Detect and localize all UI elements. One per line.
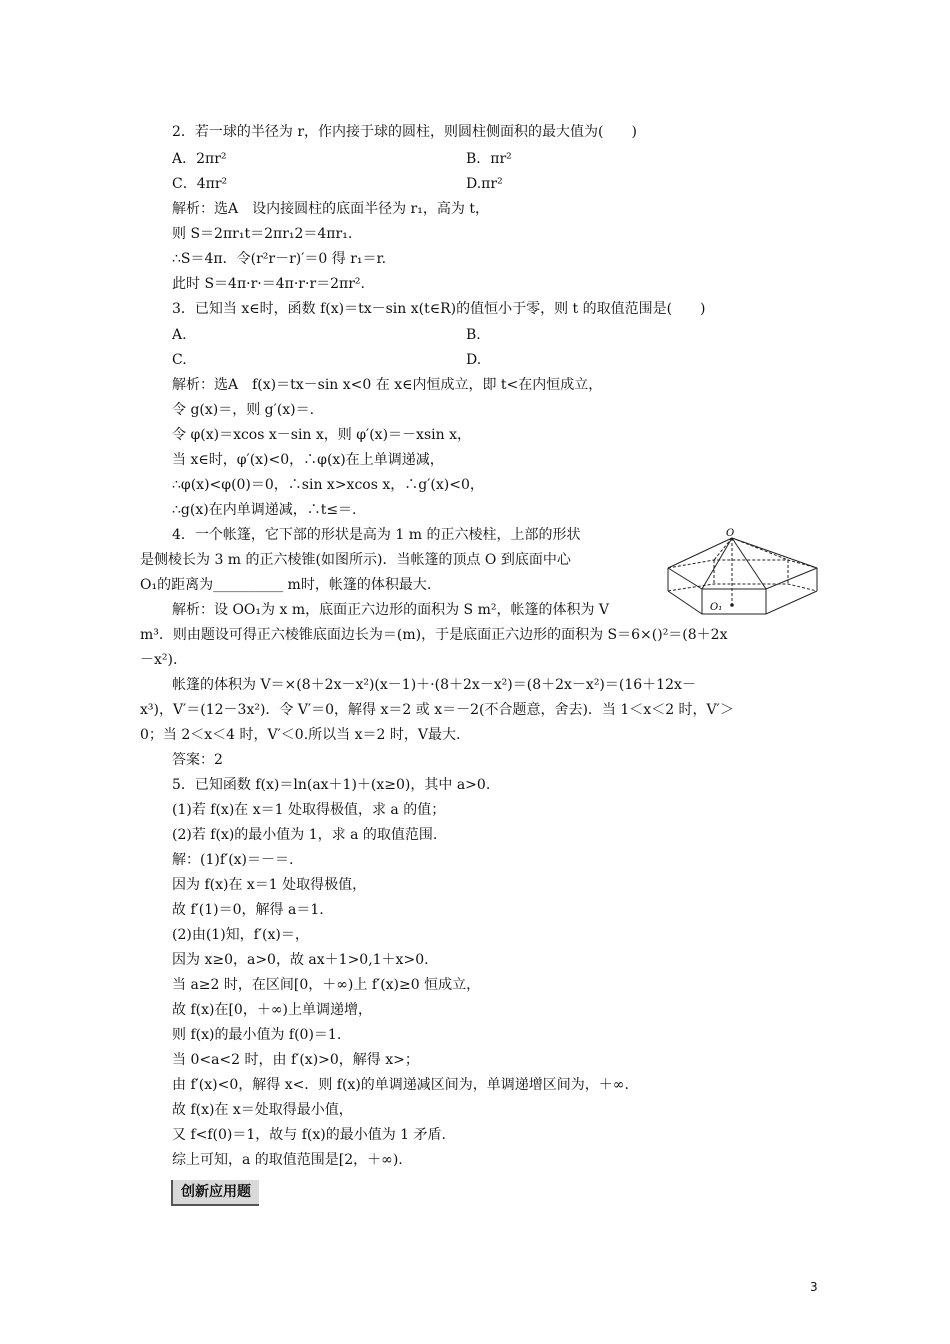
figure-label-o1: O₁	[710, 602, 723, 613]
q4-stem-line: O₁的距离为__________ m时，帐篷的体积最大.	[140, 577, 432, 593]
q3-option-b: B.	[466, 327, 481, 343]
q5-solution-line: 故 f(x)在[0，＋∞)上单调递增，	[172, 1002, 372, 1018]
q2-solution-line: 解析：选A 设内接圆柱的底面半径为 r₁，高为 t，	[172, 201, 489, 217]
q3-solution-line: 当 x∈时，φ′(x)<0，∴φ(x)在上单调递减，	[172, 452, 444, 468]
q5-solution-line: 因为 f(x)在 x＝1 处取得极值，	[172, 877, 367, 893]
q2-solution-line: 此时 S＝4π·r·＝4π·r·r＝2πr².	[172, 276, 365, 292]
tent-figure	[664, 528, 824, 628]
q5-solution-line: 则 f(x)的最小值为 f(0)＝1.	[172, 1027, 342, 1043]
q5-solution-line: 解：(1)f′(x)＝－＝.	[172, 852, 294, 868]
q2-option-c: C．4πr²	[172, 176, 228, 192]
q5-solution-line: 综上可知，a 的取值范围是[2，＋∞).	[172, 1152, 403, 1168]
q2-option-b: B．πr²	[466, 151, 512, 167]
page-number: 3	[810, 1280, 818, 1294]
q5-solution-line: 由 f′(x)<0，解得 x<．则 f(x)的单调递减区间为，单调递增区间为，＋∞.	[172, 1077, 629, 1093]
q3-solution-line: 令 g(x)＝，则 g′(x)＝.	[172, 402, 315, 418]
q3-solution-line: ∴g(x)在内单调递减，∴t≤＝.	[172, 502, 357, 518]
q4-solution-line: －x²).	[140, 652, 178, 668]
q4-answer: 答案：2	[172, 752, 223, 768]
q5-stem: 5．已知函数 f(x)＝ln(ax＋1)＋(x≥0)，其中 a>0.	[172, 777, 491, 793]
q3-solution-line: 解析：选A f(x)＝tx－sin x<0 在 x∈内恒成立，即 t<在内恒成立，	[172, 377, 603, 393]
q4-solution-line: m³．则由题设可得正六棱锥底面边长为＝(m)，于是底面正六边形的面积为 S＝6×()²＝(8＋2x	[140, 627, 728, 643]
q4-stem-line: 4．一个帐篷，它下部的形状是高为 1 m 的正六棱柱，上部的形状	[172, 527, 581, 543]
q5-part: (1)若 f(x)在 x＝1 处取得极值，求 a 的值；	[172, 802, 446, 818]
q5-solution-line: (2)由(1)知，f′(x)＝，	[172, 927, 309, 943]
q3-solution-line: 令 φ(x)＝xcos x－sin x，则 φ′(x)＝－xsin x，	[172, 427, 471, 443]
q3-solution-line: ∴φ(x)<φ(0)＝0，∴sin x>xcos x，∴g′(x)<0，	[172, 477, 484, 493]
q4-solution-line: 0；当 2＜x＜4 时，V′＜0.所以当 x＝2 时，V最大.	[140, 727, 461, 743]
q2-option-a: A．2πr²	[172, 151, 227, 167]
q5-solution-line: 当 a≥2 时，在区间[0，＋∞)上 f′(x)≥0 恒成立，	[172, 977, 481, 993]
q5-solution-line: 故 f(x)在 x＝处取得最小值，	[172, 1102, 353, 1118]
figure-label-o: O	[726, 528, 735, 539]
q4-solution-line: x³)，V′＝(12－3x²)．令 V′＝0，解得 x＝2 或 x＝－2(不合题意，舍去)．当 1＜x＜2 时，V′＞	[140, 702, 734, 718]
q3-option-c: C.	[172, 352, 187, 368]
q2-option-d: D.πr²	[466, 176, 503, 192]
q4-solution-line: 解析：设 OO₁为 x m，底面正六边形的面积为 S m²，帐篷的体积为 V	[172, 602, 610, 618]
q2-stem: 2．若一球的半径为 r，作内接于球的圆柱，则圆柱侧面积的最大值为( )	[172, 124, 637, 140]
q5-solution-line: 当 0<a<2 时，由 f′(x)>0，解得 x>；	[172, 1052, 419, 1068]
q4-solution-line: 帐篷的体积为 V＝×(8＋2x－x²)(x－1)＋·(8＋2x－x²)＝(8＋2x－x²)＝(16＋12x－	[172, 677, 696, 693]
q3-option-d: D.	[466, 352, 482, 368]
q2-solution-line: 则 S＝2πr₁t＝2πr₁2＝4πr₁.	[172, 226, 353, 242]
q4-stem-line: 是侧棱长为 3 m 的正六棱锥(如图所示)．当帐篷的顶点 O 到底面中心	[140, 552, 571, 568]
q5-solution-line: 又 f<f(0)＝1，故与 f(x)的最小值为 1 矛盾.	[172, 1127, 446, 1143]
q2-solution-line: ∴S＝4π．令(r²r－r)′＝0 得 r₁＝r.	[172, 251, 387, 267]
q5-solution-line: 故 f′(1)＝0，解得 a＝1.	[172, 902, 324, 918]
q3-option-a: A.	[172, 327, 187, 343]
q3-stem: 3．已知当 x∈时，函数 f(x)＝tx－sin x(t∈R)的值恒小于零，则 t 的取值范围是( )	[172, 301, 706, 317]
q5-solution-line: 因为 x≥0，a>0，故 ax＋1>0,1＋x>0.	[172, 952, 429, 968]
section-badge: 创新应用题	[171, 1180, 259, 1206]
q5-part: (2)若 f(x)的最小值为 1，求 a 的取值范围.	[172, 827, 438, 843]
